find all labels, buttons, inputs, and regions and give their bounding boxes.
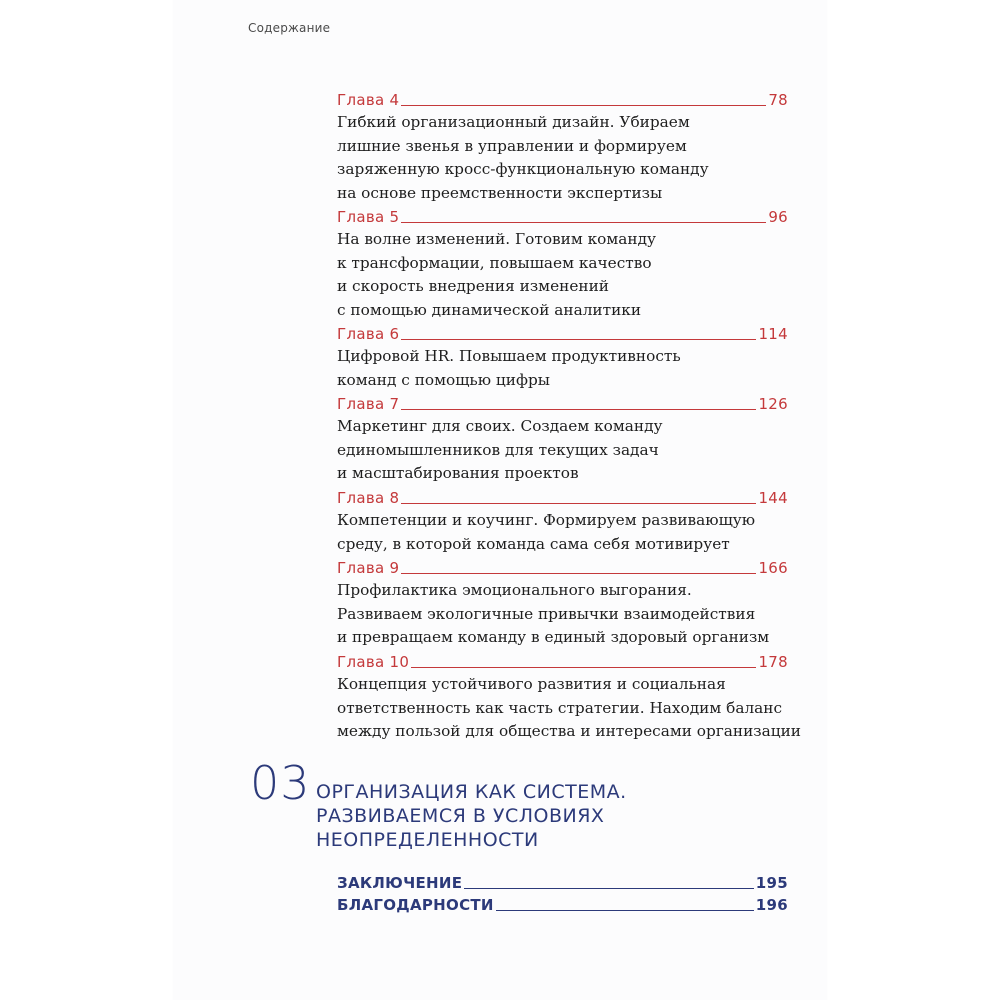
page-number: 126 xyxy=(758,395,788,413)
leader-line xyxy=(401,222,766,223)
page-number: 166 xyxy=(758,559,788,577)
description-line: на основе преемственности экспертизы xyxy=(337,183,663,202)
chapter-description xyxy=(337,111,788,205)
chapter-label: Глава 10 xyxy=(337,653,410,671)
description-line: к трансформации, повышаем качество xyxy=(337,253,652,272)
toc-entry-conclusion[interactable] xyxy=(337,871,788,893)
description-line: среду, в которой команда сама себя мотивирует xyxy=(337,534,730,553)
chapter-label: Глава 4 xyxy=(337,91,400,109)
page-number: 78 xyxy=(768,91,788,109)
chapter-description xyxy=(337,228,788,322)
entry-heading xyxy=(337,205,788,227)
page-number: 196 xyxy=(755,896,788,914)
chapter-description xyxy=(337,345,788,392)
description-line: Гибкий организационный дизайн. Убираем xyxy=(337,113,690,131)
description-line: единомышленников для текущих задач xyxy=(337,440,659,459)
entry-heading xyxy=(337,650,788,672)
description-line: и скорость внедрения изменений xyxy=(337,277,609,295)
section-title-line: РАЗВИВАЕМСЯ В УСЛОВИЯХ xyxy=(316,805,605,827)
entry-heading xyxy=(337,486,788,508)
entry-heading xyxy=(337,556,788,578)
description-line: ответственность как часть стратегии. Находим баланс xyxy=(337,698,783,717)
toc-entry-chapter-8[interactable] xyxy=(337,486,788,556)
description-line: Маркетинг для своих. Создаем команду xyxy=(337,417,663,435)
entry-heading xyxy=(337,392,788,414)
chapter-description xyxy=(337,673,802,744)
section-title-line: ОРГАНИЗАЦИЯ КАК СИСТЕМА. xyxy=(316,781,627,803)
toc-entry-chapter-5[interactable] xyxy=(337,205,788,322)
page-number: 114 xyxy=(758,325,788,343)
chapter-description xyxy=(337,579,788,650)
toc-entry-chapter-4[interactable] xyxy=(337,88,788,205)
chapter-label: Глава 8 xyxy=(337,489,400,507)
description-line: с помощью динамической аналитики xyxy=(337,300,642,319)
description-line: Развиваем экологичные привычки взаимодействия xyxy=(337,604,756,623)
page-number: 178 xyxy=(758,653,788,671)
chapter-label: Глава 9 xyxy=(337,559,400,577)
toc-entry-chapter-10[interactable] xyxy=(337,650,802,744)
description-line: и масштабирования проектов xyxy=(337,464,579,482)
leader-line xyxy=(401,503,756,504)
page-number: 96 xyxy=(768,208,788,226)
page-number: 144 xyxy=(758,489,788,507)
back-matter-label: ЗАКЛЮЧЕНИЕ xyxy=(337,874,463,892)
section-title-line: НЕОПРЕДЕЛЕННОСТИ xyxy=(316,829,539,851)
description-line: Концепция устойчивого развития и социальная xyxy=(337,675,726,693)
leader-line xyxy=(401,339,756,340)
chapter-label: Глава 5 xyxy=(337,208,400,226)
leader-line xyxy=(401,573,756,574)
running-head: Содержание xyxy=(248,21,331,35)
description-line: Цифровой HR. Повышаем продуктивность xyxy=(337,347,681,365)
description-line: На волне изменений. Готовим команду xyxy=(337,230,657,248)
description-line: Профилактика эмоционального выгорания. xyxy=(337,581,692,599)
toc-entry-chapter-6[interactable] xyxy=(337,322,788,392)
description-line: Компетенции и коучинг. Формируем развивающую xyxy=(337,511,756,529)
chapter-description xyxy=(337,415,788,486)
entry-heading xyxy=(337,322,788,344)
toc-entry-acknowledgements[interactable] xyxy=(337,893,788,915)
chapter-label: Глава 6 xyxy=(337,325,400,343)
leader-line xyxy=(401,409,756,410)
leader-line xyxy=(496,910,754,911)
toc-entry-chapter-9[interactable] xyxy=(337,556,788,650)
back-matter-label: БЛАГОДАРНОСТИ xyxy=(337,896,494,914)
section-number: 03 xyxy=(250,756,311,810)
description-line: между пользой для общества и интересами организации xyxy=(337,722,802,740)
leader-line xyxy=(464,888,753,889)
leader-line xyxy=(401,105,766,106)
description-line: и превращаем команду в единый здоровый организм xyxy=(337,628,770,646)
page-number: 195 xyxy=(755,874,788,892)
description-line: заряженную кросс-функциональную команду xyxy=(337,160,709,178)
chapter-label: Глава 7 xyxy=(337,395,400,413)
description-line: лишние звенья в управлении и формируем xyxy=(337,136,687,155)
toc-entry-chapter-7[interactable] xyxy=(337,392,788,486)
description-line: команд с помощью цифры xyxy=(337,370,550,389)
section-title xyxy=(316,780,627,852)
chapter-description xyxy=(337,509,788,556)
leader-line xyxy=(411,667,756,668)
entry-heading xyxy=(337,88,788,110)
section-heading-03[interactable] xyxy=(250,756,627,852)
